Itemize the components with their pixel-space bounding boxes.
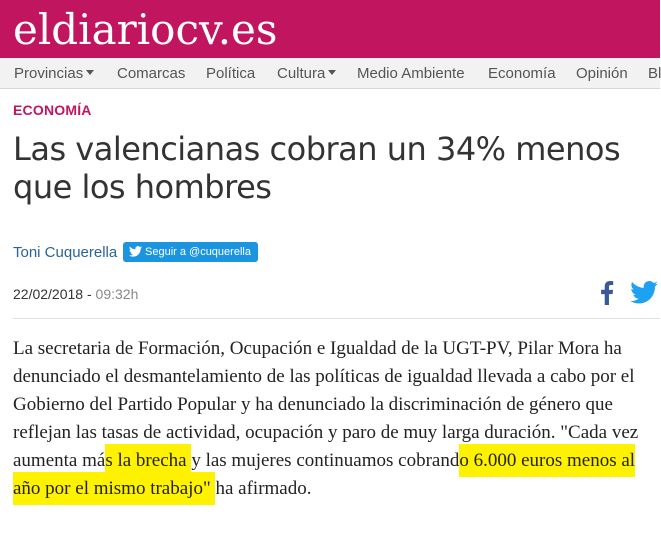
- section-label[interactable]: ECONOMÍA: [13, 102, 92, 118]
- nav-item-label: Política: [206, 65, 256, 82]
- nav-item-economia[interactable]: [488, 58, 556, 89]
- nav-item-label: Economía: [488, 65, 556, 82]
- highlighted-text: o 6.000 euros menos al año por el mismo trabajo": [13, 444, 635, 505]
- nav-item-opinion[interactable]: [576, 58, 628, 89]
- chevron-down-icon: [86, 70, 94, 75]
- publish-time: 09:32h: [95, 286, 139, 302]
- author-link[interactable]: Toni Cuquerella: [13, 244, 118, 261]
- paragraph-text: ha afirmado.: [215, 478, 312, 499]
- nav-item-comarcas[interactable]: [117, 58, 185, 89]
- site-logo[interactable]: eldiariocv.es: [13, 5, 278, 54]
- highlighted-text: s la brecha: [105, 444, 191, 477]
- article-body: [13, 335, 653, 503]
- twitter-icon[interactable]: [630, 281, 658, 305]
- nav-item-label: Comarcas: [117, 65, 186, 82]
- article-meta: [13, 286, 138, 302]
- nav-item-label: Bl: [648, 65, 661, 82]
- nav-item-politica[interactable]: [206, 58, 255, 89]
- follow-button-label: Seguir a @cuquerella: [145, 246, 251, 258]
- divider: [13, 318, 660, 319]
- facebook-icon[interactable]: [598, 281, 616, 305]
- date-separator: -: [83, 286, 96, 302]
- paragraph-text: La secretaria de Formación, Ocupación e Igualdad de la UGT-PV, Pilar Mora ha denunciado el desmantelamiento de las políticas de igualdad llevada a cabo por el Gobierno del Partido Popular y ha denunciado la discriminación de género que reflejan las tasas de actividad, ocupación y paro de muy larga duración. "Cada vez aumenta má: [13, 338, 639, 471]
- nav-item-blogs[interactable]: [648, 58, 661, 89]
- nav-item-label: Cultura: [277, 65, 326, 82]
- nav-item-provincias[interactable]: [14, 58, 94, 89]
- main-nav: [0, 58, 660, 89]
- nav-item-medio-ambiente[interactable]: [357, 58, 465, 89]
- paragraph-text: y las mujeres continuamos cobrand: [191, 450, 460, 471]
- article-paragraph: [13, 335, 653, 503]
- nav-item-label: Medio Ambiente: [357, 65, 465, 82]
- nav-item-label: Provincias: [14, 65, 84, 82]
- masthead: [0, 0, 660, 58]
- nav-item-label: Opinión: [576, 65, 628, 82]
- chevron-down-icon: [328, 70, 336, 75]
- article-headline: Las valencianas cobran un 34% menos que los hombres: [13, 130, 621, 206]
- twitter-bird-icon: [129, 246, 142, 257]
- twitter-follow-button[interactable]: [123, 242, 258, 262]
- publish-date: 22/02/2018: [13, 286, 84, 302]
- nav-item-cultura[interactable]: [277, 58, 336, 89]
